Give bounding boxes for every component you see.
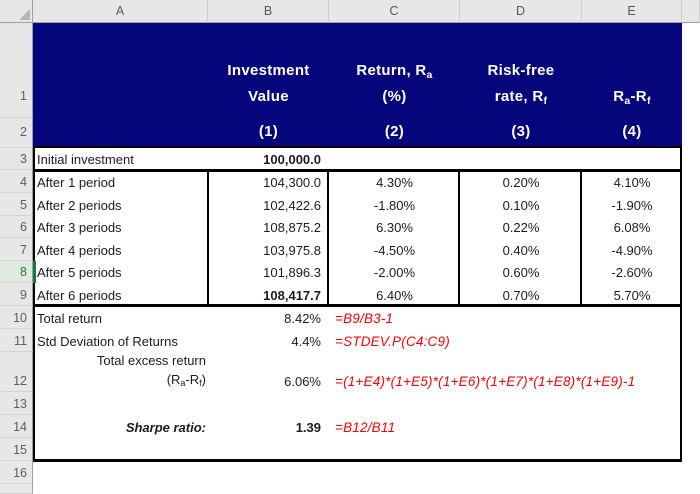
- cell-A10-total-return[interactable]: Total return: [37, 311, 103, 326]
- cell-A14-sharpe-label[interactable]: Sharpe ratio:: [125, 420, 206, 435]
- cell-E5[interactable]: -1.90%: [611, 198, 653, 213]
- cell-B9[interactable]: 108,417.7: [263, 288, 321, 303]
- row-header-12[interactable]: 12: [0, 352, 33, 392]
- row-header-11[interactable]: 11: [0, 329, 33, 352]
- formula-sharpe[interactable]: =B12/B11: [335, 420, 396, 435]
- cell-C8[interactable]: -2.00%: [373, 265, 416, 280]
- border-col-e: [580, 172, 582, 304]
- cell-D2-index[interactable]: (3): [511, 122, 531, 140]
- cell-A7[interactable]: After 4 periods: [37, 243, 122, 258]
- border-below-row3: [33, 169, 682, 172]
- header-return-line2: (%): [382, 88, 407, 105]
- cell-A4[interactable]: After 1 period: [37, 175, 116, 190]
- border-bottom-table: [33, 459, 682, 462]
- cell-E8[interactable]: -2.60%: [611, 265, 653, 280]
- cell-C4[interactable]: 4.30%: [376, 175, 413, 190]
- row-header-13[interactable]: 13: [0, 392, 33, 415]
- row-header-14[interactable]: 14: [0, 415, 33, 438]
- select-all-corner[interactable]: [0, 0, 33, 23]
- border-below-row9: [33, 304, 682, 307]
- cell-B14[interactable]: 1.39: [295, 420, 321, 435]
- cell-A8-active[interactable]: After 5 periods: [37, 265, 122, 280]
- row-header-17-partial[interactable]: [0, 484, 33, 494]
- row-header-5[interactable]: 5: [0, 193, 33, 216]
- cell-B12[interactable]: 6.06%: [284, 374, 321, 389]
- cell-D4[interactable]: 0.20%: [502, 175, 540, 190]
- border-col-d: [458, 172, 460, 304]
- cell-A12-excess-return-label[interactable]: [33, 352, 208, 392]
- row-header-8-active[interactable]: 8: [0, 261, 33, 283]
- cell-C1-return[interactable]: [329, 23, 460, 116]
- formula-std-dev[interactable]: =STDEV.P(C4:C9): [335, 334, 450, 349]
- cell-E6[interactable]: 6.08%: [613, 220, 651, 235]
- cell-B7[interactable]: 103,975.8: [263, 243, 321, 258]
- cell-D9[interactable]: 0.70%: [502, 288, 540, 303]
- cell-E4[interactable]: 4.10%: [613, 175, 651, 190]
- cell-A3[interactable]: Initial investment: [37, 152, 134, 167]
- cell-E1-excess[interactable]: [582, 23, 682, 116]
- table-header-band: [33, 23, 682, 148]
- row-header-1[interactable]: 1: [0, 23, 33, 118]
- column-header-d[interactable]: D: [460, 0, 582, 23]
- cell-E7[interactable]: -4.90%: [611, 243, 653, 258]
- cell-D8[interactable]: 0.60%: [502, 265, 540, 280]
- header-investment-line2: Value: [248, 88, 289, 105]
- row-header-6[interactable]: 6: [0, 216, 33, 238]
- select-all-triangle-icon: [19, 9, 30, 20]
- formula-total-return[interactable]: =B9/B3-1: [335, 311, 394, 326]
- cell-B2-index[interactable]: (1): [258, 122, 279, 140]
- cell-E2-index[interactable]: (4): [622, 122, 642, 140]
- cell-A2[interactable]: [33, 116, 208, 146]
- row-header-4[interactable]: 4: [0, 170, 33, 193]
- row-header-16[interactable]: 16: [0, 461, 33, 484]
- header-investment-line1: Investment: [227, 62, 310, 79]
- row-header-3[interactable]: 3: [0, 148, 33, 170]
- column-header-c[interactable]: C: [329, 0, 460, 23]
- formula-excess-return[interactable]: =(1+E4)*(1+E5)*(1+E6)*(1+E7)*(1+E8)*(1+E9)-1: [335, 374, 636, 389]
- cell-C7[interactable]: -4.50%: [373, 243, 416, 258]
- cell-C9[interactable]: 6.40%: [376, 288, 413, 303]
- border-left-table: [33, 148, 35, 462]
- column-header-e[interactable]: E: [582, 0, 682, 23]
- cell-B11[interactable]: 4.4%: [291, 334, 321, 349]
- cell-A1[interactable]: [33, 23, 208, 116]
- column-header-f-partial[interactable]: [682, 0, 700, 23]
- border-right-table: [680, 148, 682, 462]
- cell-D1-risk-free[interactable]: [460, 23, 582, 116]
- cell-A9[interactable]: After 6 periods: [37, 288, 122, 303]
- cell-B4[interactable]: 104,300.0: [263, 175, 321, 190]
- cell-C2-index[interactable]: (2): [384, 122, 405, 140]
- header-riskfree-line1: Risk-free: [487, 62, 555, 79]
- cell-C5[interactable]: -1.80%: [373, 198, 416, 213]
- cell-B5[interactable]: 102,422.6: [263, 198, 321, 213]
- header-return-line1: Return, $R_a$: [356, 62, 433, 81]
- cell-B3[interactable]: 100,000.0: [263, 152, 321, 167]
- row-header-2[interactable]: 2: [0, 118, 33, 148]
- column-header-b[interactable]: B: [208, 0, 329, 23]
- row-header-9[interactable]: 9: [0, 283, 33, 306]
- cell-B1-investment-value[interactable]: [208, 23, 329, 116]
- row-header-15[interactable]: 15: [0, 438, 33, 461]
- cell-E9[interactable]: 5.70%: [613, 288, 651, 303]
- row-header-7[interactable]: 7: [0, 238, 33, 261]
- border-col-c: [327, 172, 329, 304]
- cell-A5[interactable]: After 2 periods: [37, 198, 122, 213]
- cell-B6[interactable]: 108,875.2: [263, 220, 321, 235]
- cell-C6[interactable]: 6.30%: [376, 220, 413, 235]
- cell-D5[interactable]: 0.10%: [502, 198, 540, 213]
- column-header-a[interactable]: A: [33, 0, 208, 23]
- cell-A11-std-dev[interactable]: Std Deviation of Returns: [37, 334, 178, 349]
- cell-D6[interactable]: 0.22%: [502, 220, 540, 235]
- active-cell-indicator: [33, 261, 36, 283]
- header-riskfree-line2: rate, $R_f$: [494, 88, 548, 107]
- excess-return-label-line1: Total excess return: [96, 353, 206, 368]
- row-header-10[interactable]: 10: [0, 306, 33, 329]
- cell-D7[interactable]: 0.40%: [502, 243, 540, 258]
- cell-B10[interactable]: 8.42%: [284, 311, 321, 326]
- border-col-b: [207, 172, 209, 304]
- header-excess-line1: $R_a-R_f$: [613, 88, 651, 107]
- cell-A6[interactable]: After 3 periods: [37, 220, 122, 235]
- cell-B8[interactable]: 101,896.3: [263, 265, 321, 280]
- excess-return-label-line2: $(R_a-R_f)$: [166, 372, 206, 388]
